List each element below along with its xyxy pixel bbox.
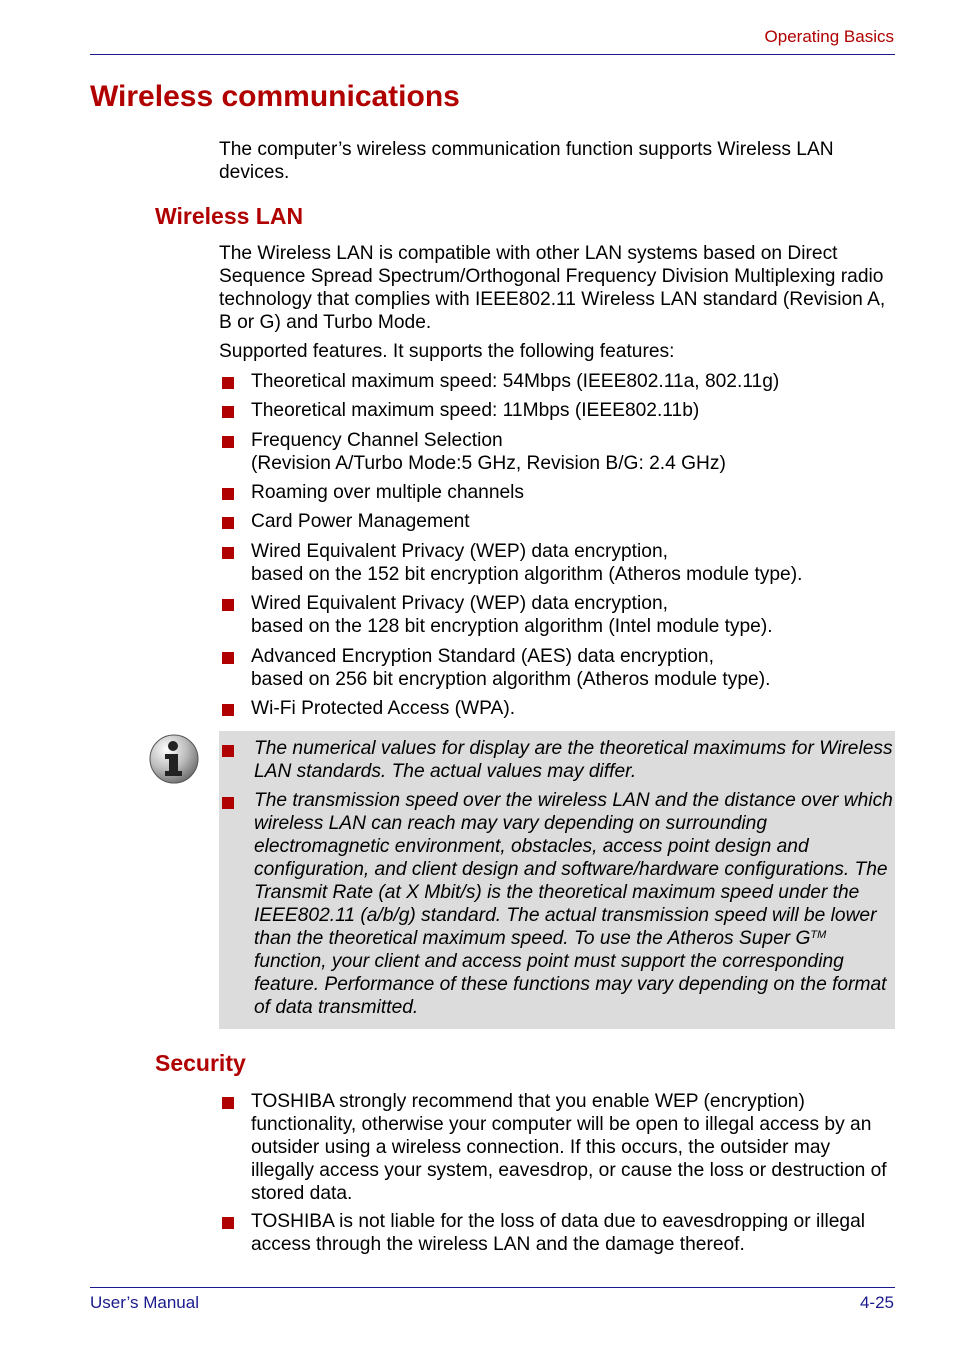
bullet-square-icon [222, 377, 234, 389]
bullet-square-icon [222, 1217, 234, 1229]
bullet-square-icon [222, 797, 234, 809]
intro-paragraph: The computer’s wireless communication function supports Wireless LAN devices. [219, 139, 834, 183]
header-rule [90, 54, 895, 55]
bullet-square-icon [222, 488, 234, 500]
bullet-square-icon [222, 1097, 234, 1109]
bullet-square-icon [222, 547, 234, 559]
wireless-lan-heading: Wireless LAN [155, 203, 304, 229]
bullet-square-icon [222, 436, 234, 448]
page-number: 4-25 [859, 1293, 894, 1312]
footer-manual-name: User’s Manual [90, 1293, 199, 1312]
features-intro: Supported features. It supports the following features: [219, 341, 675, 362]
bullet-square-icon [222, 652, 234, 664]
wireless-lan-description: The Wireless LAN is compatible with other LAN systems based on Direct Sequence Spread Spectrum/Orthogonal Frequency Division Multiplexing radio technology that complies with IEEE802.11 Wireless LAN standard (Revision A, B or G) and Turbo Mode. [219, 243, 886, 333]
bullet-square-icon [222, 704, 234, 716]
bullet-square-icon [222, 599, 234, 611]
footer-rule [90, 1287, 895, 1288]
bullet-square-icon [222, 745, 234, 757]
info-icon [148, 733, 200, 785]
bullet-square-icon [222, 517, 234, 529]
page-title: Wireless communications [90, 80, 460, 113]
security-heading: Security [155, 1050, 246, 1076]
bullet-square-icon [222, 406, 234, 418]
running-header: Operating Basics [764, 27, 894, 46]
